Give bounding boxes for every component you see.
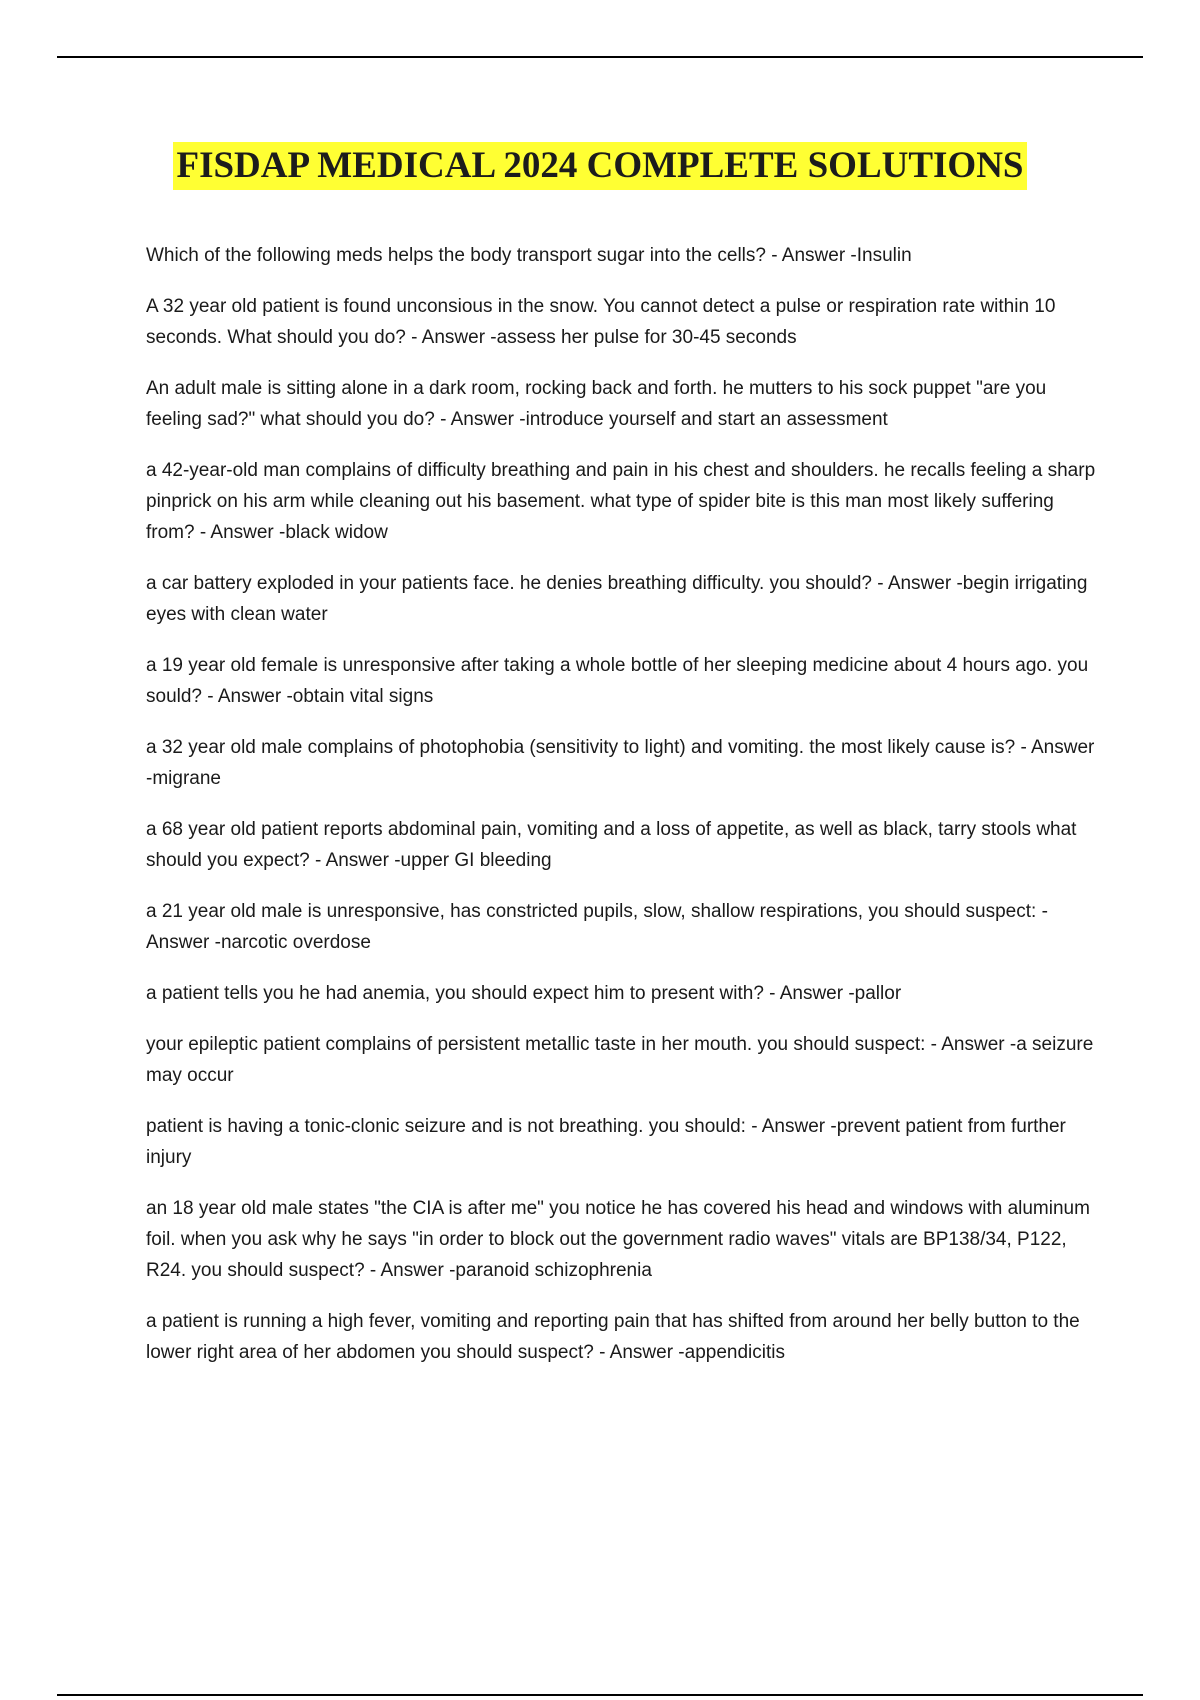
title-container	[0, 142, 1200, 190]
qa-item: An adult male is sitting alone in a dark room, rocking back and forth. he mutters to his sock puppet "are you feeling sad?" what should you do? - Answer -introduce yourself and start an assessment	[146, 378, 1047, 430]
bottom-divider	[57, 1694, 1143, 1696]
qa-item: a 21 year old male is unresponsive, has constricted pupils, slow, shallow respirations, you should suspect: - Answer -narcotic overdose	[146, 901, 1048, 953]
qa-item: an 18 year old male states "the CIA is after me" you notice he has covered his head and windows with aluminum foil. when you ask why he says "in order to block out the government radio waves" vitals are BP138/34, P122, R24. you should suspect? - Answer -paranoid schizophrenia	[146, 1198, 1090, 1281]
qa-item: a 32 year old male complains of photophobia (sensitivity to light) and vomiting. the most likely cause is? - Answer -migrane	[146, 737, 1095, 789]
qa-item: a patient is running a high fever, vomiting and reporting pain that has shifted from around her belly button to the lower right area of her abdomen you should suspect? - Answer -appendicitis	[146, 1311, 1080, 1363]
qa-item: your epileptic patient complains of persistent metallic taste in her mouth. you should suspect: - Answer -a seizure may occur	[146, 1034, 1094, 1086]
qa-list	[146, 240, 1096, 1388]
qa-item: a 19 year old female is unresponsive after taking a whole bottle of her sleeping medicine about 4 hours ago. you sould? - Answer -obtain vital signs	[146, 655, 1089, 707]
qa-item: patient is having a tonic-clonic seizure and is not breathing. you should: - Answer -prevent patient from further injury	[146, 1116, 1066, 1168]
qa-item: a 68 year old patient reports abdominal pain, vomiting and a loss of appetite, as well as black, tarry stools what should you expect? - Answer -upper GI bleeding	[146, 819, 1077, 871]
qa-item: A 32 year old patient is found unconsious in the snow. You cannot detect a pulse or respiration rate within 10 seconds. What should you do? - Answer -assess her pulse for 30-45 seconds	[146, 296, 1056, 348]
qa-item: Which of the following meds helps the body transport sugar into the cells? - Answer -Insulin	[146, 245, 912, 266]
top-divider	[57, 56, 1143, 58]
qa-item: a 42-year-old man complains of difficulty breathing and pain in his chest and shoulders. he recalls feeling a sharp pinprick on his arm while cleaning out his basement. what type of spider bite is this man most likely suffering from? - Answer -black widow	[146, 460, 1096, 543]
qa-item: a car battery exploded in your patients face. he denies breathing difficulty. you should? - Answer -begin irrigating eyes with clean water	[146, 573, 1088, 625]
qa-item: a patient tells you he had anemia, you should expect him to present with? - Answer -pallor	[146, 983, 902, 1004]
page-title: FISDAP MEDICAL 2024 COMPLETE SOLUTIONS	[173, 142, 1026, 190]
